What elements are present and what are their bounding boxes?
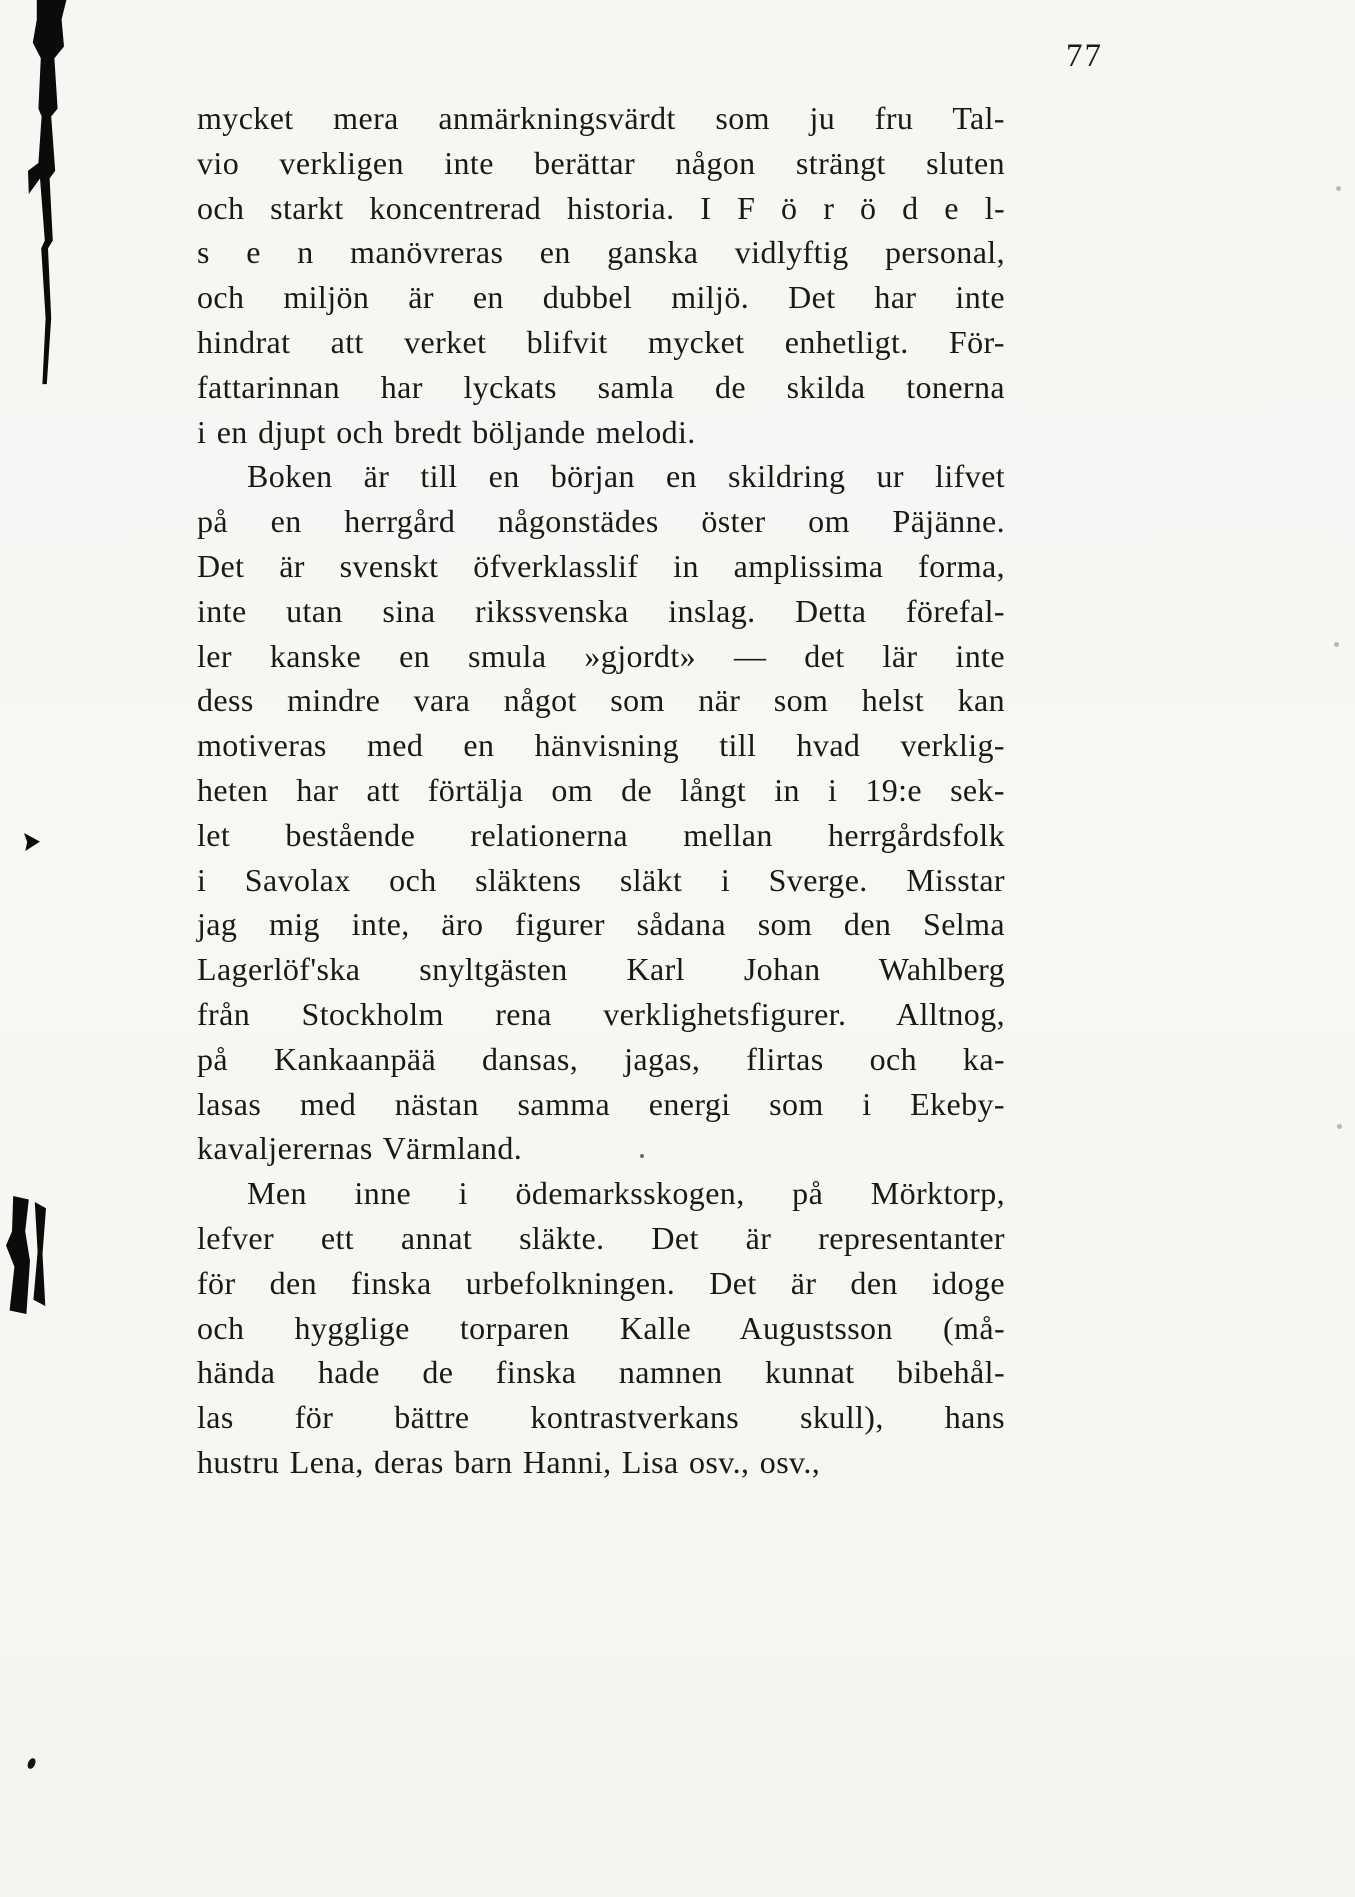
text-line: Men inne i ödemarksskogen, på Mörktorp, xyxy=(247,1175,1005,1212)
scan-speck xyxy=(1337,1124,1342,1129)
text-line: för den finska urbefolkningen. Det är den idoge xyxy=(197,1264,1005,1301)
text-line: s e n manövreras en ganska vidlyftig personal, xyxy=(197,234,1005,271)
text-line: let bestående relationerna mellan herrgårdsfolk xyxy=(197,816,1005,853)
text-line: och miljön är en dubbel miljö. Det har inte xyxy=(197,279,1005,316)
text-line: fattarinnan har lyckats samla de skilda tonerna xyxy=(197,368,1005,405)
text-line: lasas med nästan samma energi som i Ekeby- xyxy=(197,1085,1005,1122)
text-block xyxy=(197,96,1005,1485)
text-line: vio verkligen inte berättar någon strängt sluten xyxy=(197,144,1005,181)
text-line: ler kanske en smula »gjordt» — det lär inte xyxy=(197,637,1005,674)
text-line: i Savolax och släktens släkt i Sverge. Misstar xyxy=(197,861,1005,898)
text-line: las för bättre kontrastverkans skull), hans xyxy=(197,1399,1005,1436)
text-line: hindrat att verket blifvit mycket enhetligt. För- xyxy=(197,323,1005,360)
text-line: och starkt koncentrerad historia. I F ö r ö d e l- xyxy=(197,189,1005,226)
text-line: inte utan sina rikssvenska inslag. Detta förefal- xyxy=(197,592,1005,629)
text-line: på Kankaanpää dansas, jagas, flirtas och ka- xyxy=(197,1040,1005,1077)
text-line: hustru Lena, deras barn Hanni, Lisa osv., osv., xyxy=(197,1443,821,1480)
ink-smudge-bottom-left-2 xyxy=(32,1202,46,1306)
text-line: Lagerlöf'ska snyltgästen Karl Johan Wahlberg xyxy=(197,951,1005,988)
text-line: heten har att förtälja om de långt in i 19:e sek- xyxy=(197,771,1005,808)
text-line: Boken är till en början en skildring ur lifvet xyxy=(247,458,1005,495)
text-line: mycket mera anmärkningsvärdt som ju fru Tal- xyxy=(197,100,1005,136)
ink-smudge-bottom-left xyxy=(6,1196,30,1314)
text-line: Det är svenskt öfverklasslif in amplissima forma, xyxy=(197,547,1005,584)
text-line: lefver ett annat släkte. Det är representanter xyxy=(197,1219,1005,1256)
text-line: på en herrgård någonstädes öster om Päjänne. xyxy=(197,503,1005,540)
text-line: och hygglige torparen Kalle Augustsson (må- xyxy=(197,1309,1005,1346)
text-line: jag mig inte, äro figurer sådana som den Selma xyxy=(197,906,1005,943)
scan-speck xyxy=(1336,186,1341,191)
text-line: dess mindre vara något som när som helst kan xyxy=(197,682,1005,719)
scan-speck xyxy=(640,1154,644,1158)
text-line: hända hade de finska namnen kunnat bibehål- xyxy=(197,1354,1005,1391)
scan-speck xyxy=(1334,642,1339,647)
text-line: kavaljerernas Värmland. xyxy=(197,1130,523,1167)
text-line: i en djupt och bredt böljande melodi. xyxy=(197,413,696,450)
ink-smudge-top-left xyxy=(28,0,68,388)
ink-speck-bottom-left xyxy=(26,1757,36,1770)
ink-mark-left-margin xyxy=(24,833,40,851)
text-line: motiveras med en hänvisning till hvad verklig- xyxy=(197,727,1005,764)
page-number: 77 xyxy=(1066,38,1103,74)
text-line: från Stockholm rena verklighetsfigurer. Alltnog, xyxy=(197,995,1005,1032)
